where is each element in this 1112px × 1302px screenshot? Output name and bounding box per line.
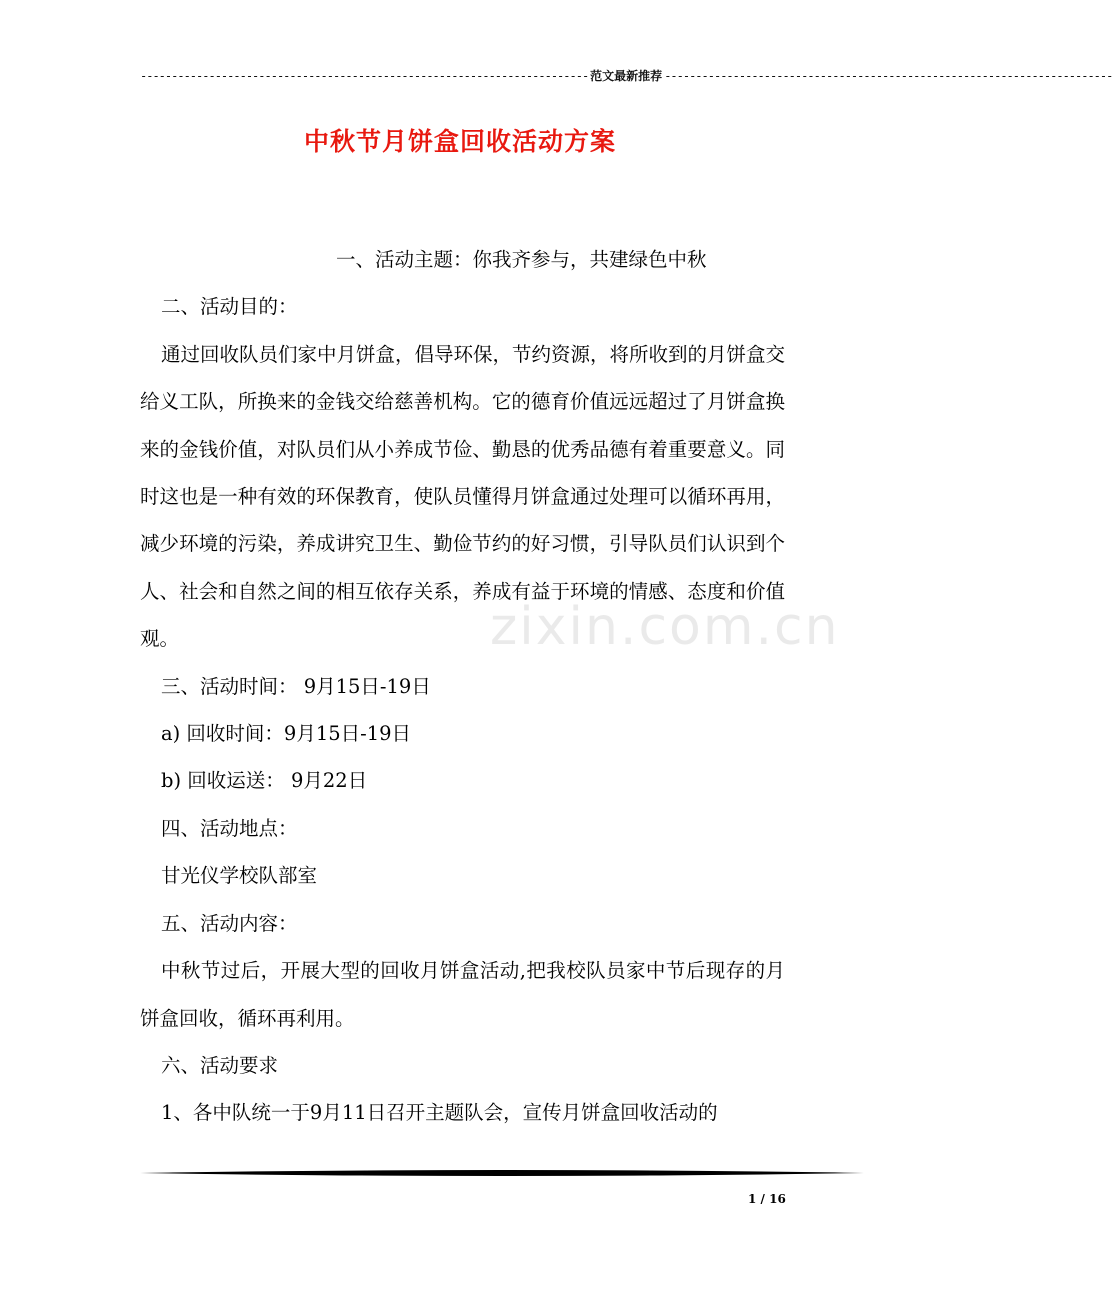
section-heading-location: 四、活动地点：: [161, 816, 298, 840]
section-heading-content: 五、活动内容：: [161, 911, 298, 935]
watermark: zixin.com.cn: [490, 597, 840, 657]
page-header: [140, 68, 1112, 84]
section-heading-purpose: 二、活动目的：: [161, 295, 298, 319]
footer-rule: [140, 1168, 864, 1178]
document-body: [140, 236, 785, 1137]
location-text: 甘光仪学校队部室: [161, 864, 318, 888]
activity-subject: 一、活动主题：你我齐参与，共建绿色中秋: [336, 248, 707, 271]
header-label: 范文最新推荐: [590, 69, 663, 83]
page-number: 1 / 16: [748, 1192, 786, 1206]
requirement-item-1: 1、各中队统一于9月11日召开主题队会，宣传月饼盒回收活动的: [161, 1101, 718, 1125]
delivery-time: b) 回收运送： 9月22日: [161, 769, 368, 793]
collection-time: a) 回收时间：9月15日-19日: [161, 722, 412, 746]
document-title: 中秋节月饼盒回收活动方案: [303, 127, 616, 156]
header-dashes-left: ------------------------------------------------------------------------: [140, 69, 589, 83]
header-dashes-right: ------------------------------------------------------------------------: [664, 69, 1112, 83]
purpose-paragraph: 通过回收队员们家中月饼盒，倡导环保，节约资源，将所收到的月饼盒交给义工队，所换来的金钱交给慈善机构。它的德育价值远远超过了月饼盒换来的金钱价值，对队员们从小养成节俭、勤恳的优秀品德有着重要意义。同时这也是一种有效的环保教育，使队员懂得月饼盒通过处理可以循环再用，减少环境的污染，养成讲究卫生、勤俭节约的好习惯，引导队员们认识到个人、社会和自然之间的相互依存关系，养成有益于环境的情感、态度和价值观。: [140, 342, 786, 651]
section-heading-requirements: 六、活动要求: [161, 1053, 279, 1077]
content-paragraph: 中秋节过后，开展大型的回收月饼盒活动,把我校队员家中节后现存的月饼盒回收，循环再利用。: [140, 959, 785, 1030]
section-heading-time: 三、活动时间： 9月15日-19日: [161, 674, 431, 698]
